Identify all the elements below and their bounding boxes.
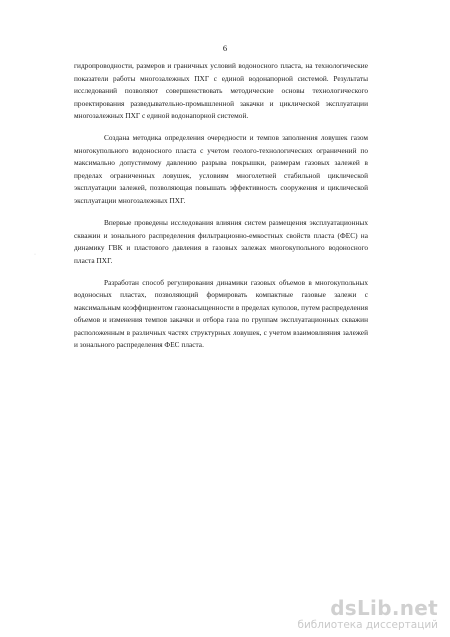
page-number: 6: [222, 43, 228, 53]
watermark-logo: dsLib.net: [330, 596, 438, 620]
paragraph-3: Впервые проведены исследования влияния систем размещения эксплуатационных скважин и зонального распределения фильтрационно-емкостных свойств пласта (ФЕС) на динамику ГВК и пластового давления в газовых залежах многокупольного водоносного пласта ПХГ.: [74, 218, 368, 265]
paragraph-2: Создана методика определения очередности и темпов заполнения ловушек газом многокупольного водоносного пласта с учетом геолого-технологических ограничений по максимально допустимому давлению разрыва покрышки, размерам газовых залежей в пределах ограниченных ловушек, условиям многолетней стабильной циклической эксплуатации залежей, позволяющая повышать эффективность сооружения и циклической эксплуатации многозалежных ПХГ.: [74, 133, 368, 205]
body-text: [74, 60, 368, 362]
watermark: [288, 597, 438, 631]
margin-dot: ·: [34, 252, 36, 258]
paragraph-4: Разработан способ регулирования динамики газовых объемов в многокупольных водоносных пластах, позволяющий формировать компактные газовые залежи с максимальным коэффициентом газонасыщенности в пределах куполов, путем распределения объемов и изменения темпов закачки и отбора газа по группам эксплуатационных скважин расположенным в различных частях структурных ловушек, с учетом взаимовлияния залежей и зонального распределения ФЕС пласта.: [74, 277, 368, 350]
paragraph-1: гидропроводности, размеров и граничных условий водоносного пласта, на технологические показатели работы многозалежных ПХГ с единой водонапорной системой. Результаты исследований позволяют совершенствовать методические основы технологического проектирования разведывательно-промышленной закачки и циклической эксплуатации многозалежных ПХГ с единой водонапорной системой.: [74, 61, 368, 120]
watermark-subtitle: библиотека диссертаций: [297, 619, 438, 631]
